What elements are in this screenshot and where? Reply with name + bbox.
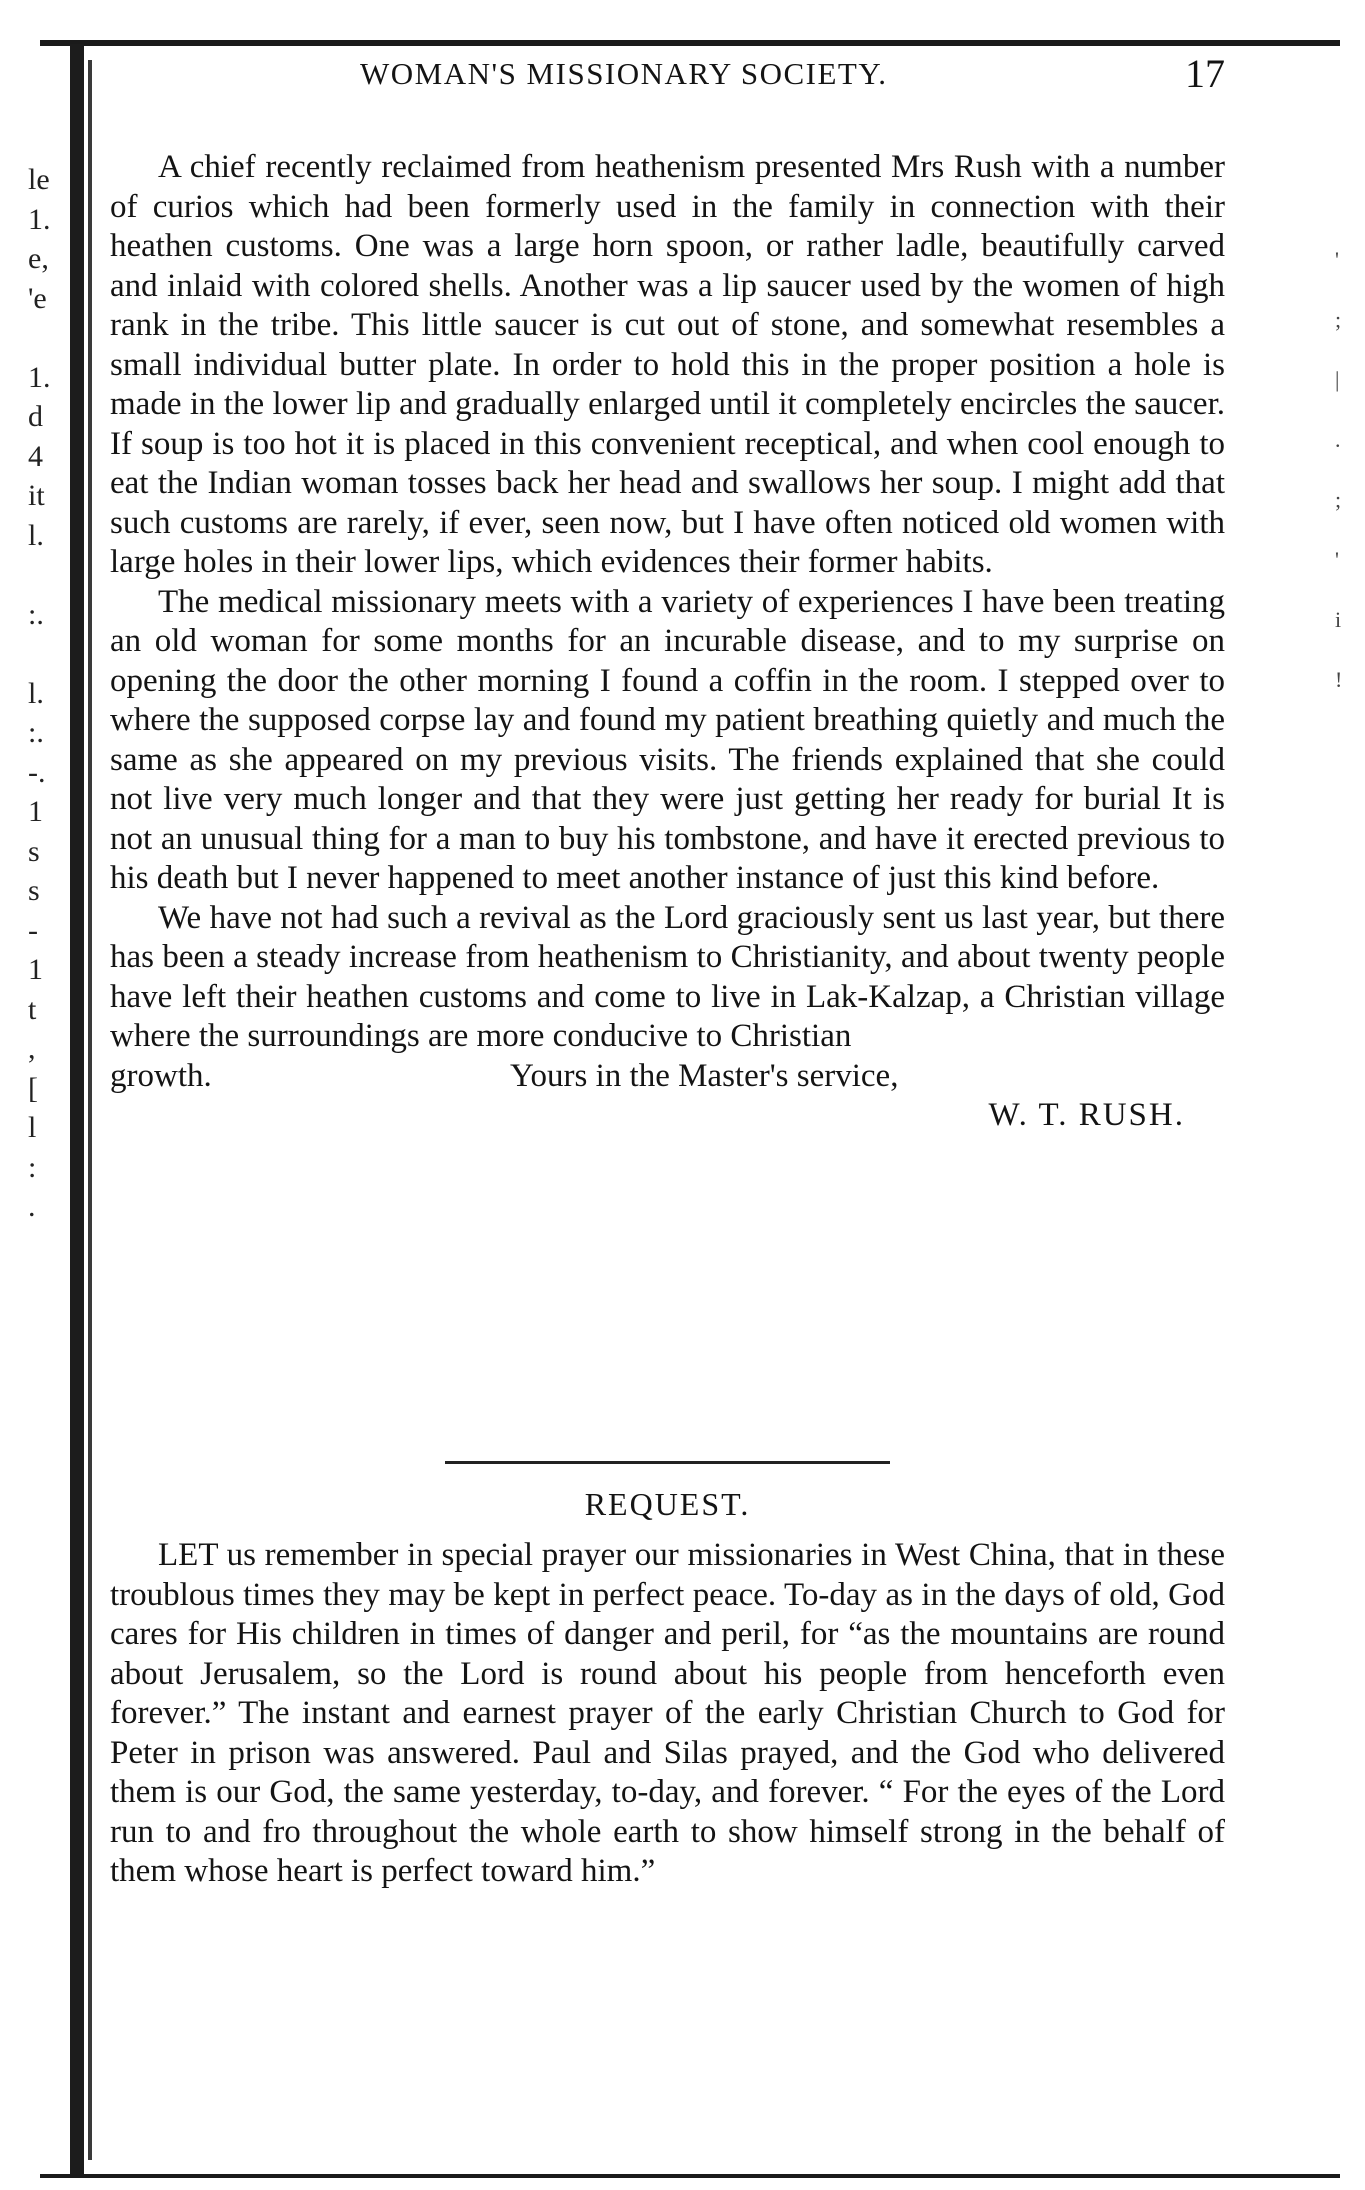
gutter-fragment xyxy=(28,555,64,595)
section-heading: REQUEST. xyxy=(584,1486,751,1522)
section-divider xyxy=(445,1461,890,1464)
letter-closing xyxy=(110,1057,1225,1135)
gutter-fragment: , xyxy=(28,1032,36,1065)
gutter-fragment: : xyxy=(28,1150,37,1184)
closing-word: growth. xyxy=(110,1057,212,1094)
gutter-fragment: le xyxy=(28,163,50,196)
running-head: WOMAN'S MISSIONARY SOCIETY. xyxy=(360,56,888,91)
gutter-fragment: 1. xyxy=(28,202,51,236)
gutter-fragment xyxy=(28,318,64,358)
gutter-fragment xyxy=(28,634,64,674)
gutter-fragment: 'e xyxy=(28,281,47,315)
gutter-fragment: l. xyxy=(28,676,44,710)
gutter-fragment: l xyxy=(28,1111,37,1144)
signoff: Yours in the Master's service, xyxy=(510,1057,899,1094)
gutter-fragment: -. xyxy=(28,755,46,789)
request-paragraph: LET us remember in special prayer our missionaries in West China, that in these troublous times they may be kept in perfect peace. To-day as in the days of old, God cares for His children in times of danger and peril, for “as the mountains are round about Jerusalem, so the Lord is round about his people from henceforth even forever.” The instant and earnest prayer of the early Christian Church to God for Peter in prison was answered. Paul and Silas prayed, and the God who delivered them is our God, the same yesterday, to-day, and forever. “ For the eyes of the Lord run to and fro throughout the whole earth to show himself strong in the behalf of them whose heart is perfect toward him.” xyxy=(110,1537,1225,1889)
letter-article xyxy=(110,148,1225,1135)
gutter-fragment: 1. xyxy=(28,360,51,394)
article-paragraph-1: A chief recently reclaimed from heathenism presented Mrs Rush with a number of curios which had been formerly used in the family in connection with their heathen customs. One was a large horn spoon, or rather ladle, beautifully carved and inlaid with colored shells. Another was a lip saucer used by the women of high rank in the tribe. This little saucer is cut out of stone, and somewhat resembles a small individual butter plate. In order to hold this in the proper position a hole is made in the lower lip and gradually enlarged until it completely encircles the saucer. If soup is too hot it is placed in this convenient receptical, and when cool enough to eat the Indian woman tosses back her head and swallows her soup. I might add that such customs are rarely, if ever, seen now, but I have often noticed old women with large holes in their lower lips, which evidences their former habits. xyxy=(110,149,1225,580)
gutter-fragment: t xyxy=(28,992,37,1026)
gutter-fragment: 1 xyxy=(28,953,43,986)
gutter-fragment: e, xyxy=(28,242,49,275)
signature: W. T. RUSH. xyxy=(988,1096,1185,1133)
bottom-border-rule xyxy=(40,2174,1340,2178)
gutter-fragment: s xyxy=(28,834,40,868)
gutter-fragment: :. xyxy=(28,597,44,631)
facing-page-gutter-fragments xyxy=(28,160,64,1227)
page-header xyxy=(110,48,1225,100)
article-paragraph-3: We have not had such a revival as the Lord graciously sent us last year, but there has been a steady increase from heathenism to Christianity, and about twenty people have left their heathen customs and come to live in Lak-Kalzap, a Christian village where the surroundings are more conducive to Christian xyxy=(110,899,1225,1054)
article-paragraph-2: The medical missionary meets with a variety of experiences I have been treating an old woman for some months for an incurable disease, and to my surprise on opening the door the other morning I found a coffin in the room. I stepped over to where the supposed corpse lay and found my patient breathing quietly and much the same as she appeared on my previous visits. The friends explained that she could not live very much longer and that they were just getting her ready for burial It is not an unusual thing for a man to buy his tombstone, and have it erected previous to his death but I never happened to meet another instance of just this kind before. xyxy=(110,583,1225,896)
gutter-fragment: . xyxy=(28,1190,36,1223)
gutter-fragment: 4 xyxy=(28,439,43,473)
gutter-fragment: - xyxy=(28,913,38,947)
binding-spine-edge xyxy=(88,60,92,2160)
gutter-fragment: l. xyxy=(28,518,44,552)
right-margin-specks: ' ; | . ; ' i ! xyxy=(1335,247,1343,692)
binding-spine xyxy=(70,44,84,2174)
gutter-fragment: [ xyxy=(28,1071,38,1105)
top-border-rule xyxy=(40,40,1340,46)
gutter-fragment: s xyxy=(28,874,40,907)
gutter-fragment: 1 xyxy=(28,795,43,828)
request-section xyxy=(110,1536,1225,1892)
gutter-fragment: :. xyxy=(28,716,44,749)
page-number: 17 xyxy=(1185,51,1225,96)
gutter-fragment: it xyxy=(28,479,45,512)
gutter-fragment: d xyxy=(28,400,43,433)
